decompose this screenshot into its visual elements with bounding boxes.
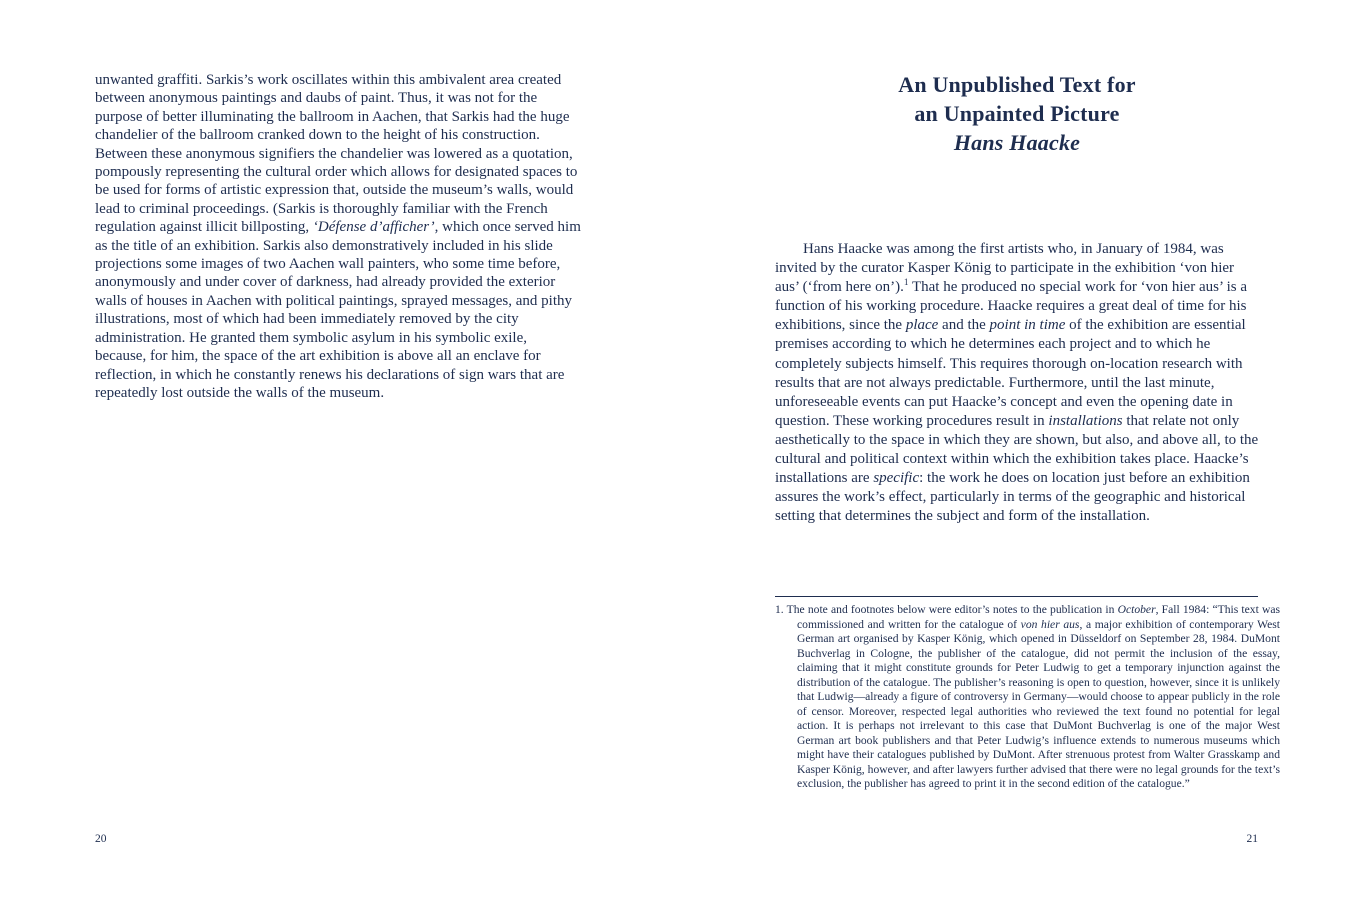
left-page-number: 20 xyxy=(95,833,107,845)
article-title-line-2: an Unpainted Picture xyxy=(914,101,1120,126)
footnote-divider xyxy=(775,596,1258,597)
article-author: Hans Haacke xyxy=(953,130,1081,155)
footnote: 1. The note and footnotes below were editor’s notes to the publication in October, Fall 1984: “This text was commissioned and written for the catalogue of von hier aus, a major exhibition of contemporary West German art organised by Kasper König, which opened in Düsseldorf on September 28, 1984. DuMont Buchverlag in Cologne, the publisher of the catalogue, did not permit the inclusion of the essay, claiming that it might constitute grounds for Peter Ludwig to get a temporary injunction against the distribution of the catalogue. The publisher’s reasoning is open to question, however, since it is unlikely that Ludwig—already a figure of controversy in Germany—would choose to appear publicly in the role of censor. Moreover, respected legal authorities who reviewed the text found no potential for legal action. It is perhaps not irrelevant to this case that DuMont Buchverlag is one of the major West German art book publishers and that Peter Ludwig’s influence extends to numerous museums which might have their catalogues published by DuMont. After strenuous protest from Walter Grasskamp and Kasper König, however, and after lawyers further advised that there were no legal grounds for the text’s exclusion, the publisher has agreed to print it in the second edition of the catalogue.” xyxy=(775,603,1281,790)
article-title-line-1: An Unpublished Text for xyxy=(898,72,1136,97)
right-page xyxy=(676,0,1353,913)
left-page xyxy=(0,0,676,913)
right-page-number: 21 xyxy=(1246,833,1258,845)
left-page-paragraph: unwanted graffiti. Sarkis’s work oscillates within this ambivalent area created between anonymous paintings and daubs of paint. Thus, it was not for the purpose of better illuminating the ballroom in Aachen, that Sarkis had the huge chandelier of the ballroom cranked down to the height of his construction. Between these anonymous signifiers the chandelier was lowered as a quotation, pompously representing the cultural order which allows for designated spaces to be used for forms of artistic expression that, outside the museum’s walls, would lead to criminal proceedings. (Sarkis is thoroughly familiar with the French regulation against illicit billposting, ‘Défense d’afficher’, which once served him as the title of an exhibition. Sarkis also demonstratively included in his slide projections some images of two Aachen wall painters, who some time before, anonymously and under cover of darkness, had already provided the exterior walls of houses in Aachen with political paintings, sprayed messages, and pithy illustrations, most of which had been immediately removed by the city administration. He granted them symbolic asylum in his symbolic exile, because, for him, the space of the art exhibition is above all an enclave for reflection, in which he constantly renews his declarations of sign wars that are repeatedly lost outside the walls of the museum. xyxy=(95,72,581,401)
article-body: Hans Haacke was among the first artists who, in January of 1984, was invited by the curator Kasper König to participate in the exhibition ‘von hier aus’ (‘from here on’).$^1$ That he produced no special work for ‘von hier aus’ is a function of his working procedure. Haacke requires a great deal of time for his exhibitions, since the place and the point in time of the exhibition are essential premises according to which he determines each project and to which he completely subjects himself. This requires thorough on-location research with results that are not always predictable. Furthermore, until the last minute, unforeseeable events can put Haacke’s concept and even the opening date in question. These working procedures result in installations that relate not only aesthetically to the space in which they are shown, but also, and above all, to the cultural and political context within which the exhibition takes place. Haacke’s installations are specific: the work he does on location just before an exhibition assures the work’s effect, particularly in terms of the geographic and historical setting that determines the subject and form of the installation. xyxy=(775,241,1259,525)
article-title xyxy=(775,70,1259,157)
